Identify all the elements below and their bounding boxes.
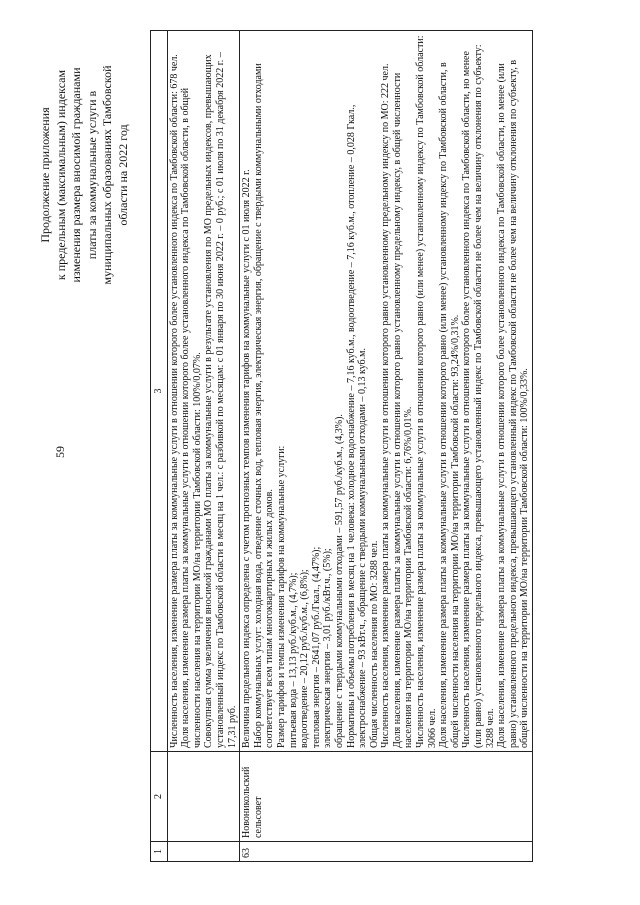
heading-line: муниципальных образованиях Тамбовской: [100, 65, 115, 285]
text-line: Численность населения, изменение размера платы за коммунальные услуги в отношении которого равно (или менее) установленному индексу по Тамбовской области: 3066 чел.: [415, 35, 438, 748]
heading-line: платы за коммунальные услуги в: [84, 90, 99, 260]
text-line: питьевая вода – 13,13 руб./куб.м., (4,7%);: [287, 572, 299, 748]
header-cell: 1: [151, 842, 168, 862]
text-line: Доля населения, изменение размера платы за коммунальные услуги в отношении которого равно (или менее) установленному индексу по Тамбовской области, в общей численности населения на территории МО/на территории Тамбовской области: 93,24%/0,31%.: [438, 62, 461, 748]
text-line: Размер тарифов и темпы изменения тарифов на коммунальные услуги:: [275, 445, 287, 748]
text-line: Набор коммунальных услуг: холодная вода, отведение сточных вод, тепловая энергия, электрическая энергия, обращение с твердыми коммунальными отходами соответствует всем типам многоквартирных и жилых домов.: [252, 63, 276, 748]
row-text-cell: [167, 31, 240, 752]
heading-line: изменения размера вносимой гражданами: [69, 67, 84, 283]
heading-line: Продолжение приложения: [38, 107, 52, 243]
page-number: 59: [53, 446, 67, 458]
text-line: обращение с твердыми коммунальными отходами – 591,57 руб./куб.м., (4,3%).: [333, 414, 345, 748]
appendix-heading: [38, 20, 132, 330]
municipality-cell: Новоникольский сельсовет: [240, 752, 533, 842]
text-line: Доля населения, изменение размера платы за коммунальные услуги в отношении которого более установленного индекса по Тамбовской области, но менее (или равно) установленного предельного индекса, превышающего установленный индекс по Тамбовской области не более чем на величину отклонения по субъекту, в общей численности на территории МО/на территории Тамбовской области: 100%/0,33%.: [496, 59, 531, 748]
text-line: водоотведение – 20,12 руб./куб.м., (6,8%);: [299, 569, 311, 748]
text-line: Численность населения, изменение размера платы за коммунальные услуги в отношении которого более установленного индекса по Тамбовской области: 678 чел.: [168, 54, 180, 748]
table-row: [167, 31, 240, 862]
rotated-content: [20, 20, 620, 880]
indices-table: [150, 30, 533, 862]
municipality-cell: [167, 752, 240, 842]
table-row: [240, 31, 533, 862]
table-header-row: [151, 31, 168, 862]
text-line: Совокупная сумма увеличения вносимой гражданами МО платы за коммунальные услуги в результате установления по МО предельных индексов, превышающих установленный индекс по Тамбовской области в месяц на 1 чел.: с разбивкой по месяцам: с 01 января по 30 июня 2022 г. – 0 руб.; с 01 июля по 31 декабря 2022 г. – 17,31 руб.: [203, 52, 238, 748]
text-line: Доля населения, изменение размера платы за коммунальные услуги в отношении которого более установленного индекса по Тамбовской области, в общей численности населения на территории МО/на территории Тамбовской области: 100%/0,07%.: [180, 87, 203, 748]
header-cell: 2: [151, 752, 168, 842]
heading-line: области на 2022 год: [115, 124, 130, 226]
heading-line: к предельным (максимальным) индексам: [53, 69, 68, 281]
text-line: Численность населения, изменение размера платы за коммунальные услуги в отношении которого равно установленному предельному индексу по МО: 222 чел.: [380, 63, 392, 748]
row-number-cell: 63: [240, 842, 533, 862]
text-line: Численность населения, изменение размера платы за коммунальные услуги в отношении которого более установленного индекса по Тамбовской области, но менее (или равно) установленного предельного индекса, превышающего установленный индекс по Тамбовской области не более чем на величину отклонения по субъекту: 3288 чел.: [461, 44, 496, 748]
text-line: Доля населения, изменение размера платы за коммунальные услуги в отношении которого равно установленному предельному индексу, в общей численности населения на территории МО/на территории Тамбовской области: 6,76%/0,01%.: [391, 72, 415, 748]
header-cell: 3: [151, 31, 168, 752]
text-line: электрическая энергия – 3,01 руб./кВт.ч., (5%);: [322, 548, 334, 748]
text-line: Величина предельного индекса определена с учетом прогнозных темпов изменения тарифов на коммунальные услуги с 01 июля 2022 г.: [241, 169, 253, 748]
text-line: тепловая энергия – 2641,07 руб./Гкал., (4,47%);: [310, 546, 322, 748]
row-text-cell: [240, 31, 533, 752]
text-line: Общая численность населения по МО: 3288 чел.: [368, 540, 380, 748]
row-number-cell: [167, 842, 240, 862]
text-line: Нормативы и объемы потребления в месяц на 1 человека: холодное водоснабжение – 7,16 куб.м., водоотведение – 7,16 куб.м., отопление – 0,028 Гкал., электроснабжение – 93 кВт.ч., обращение с твердыми коммунальными отходами – 0,13 куб.м.: [345, 104, 369, 748]
